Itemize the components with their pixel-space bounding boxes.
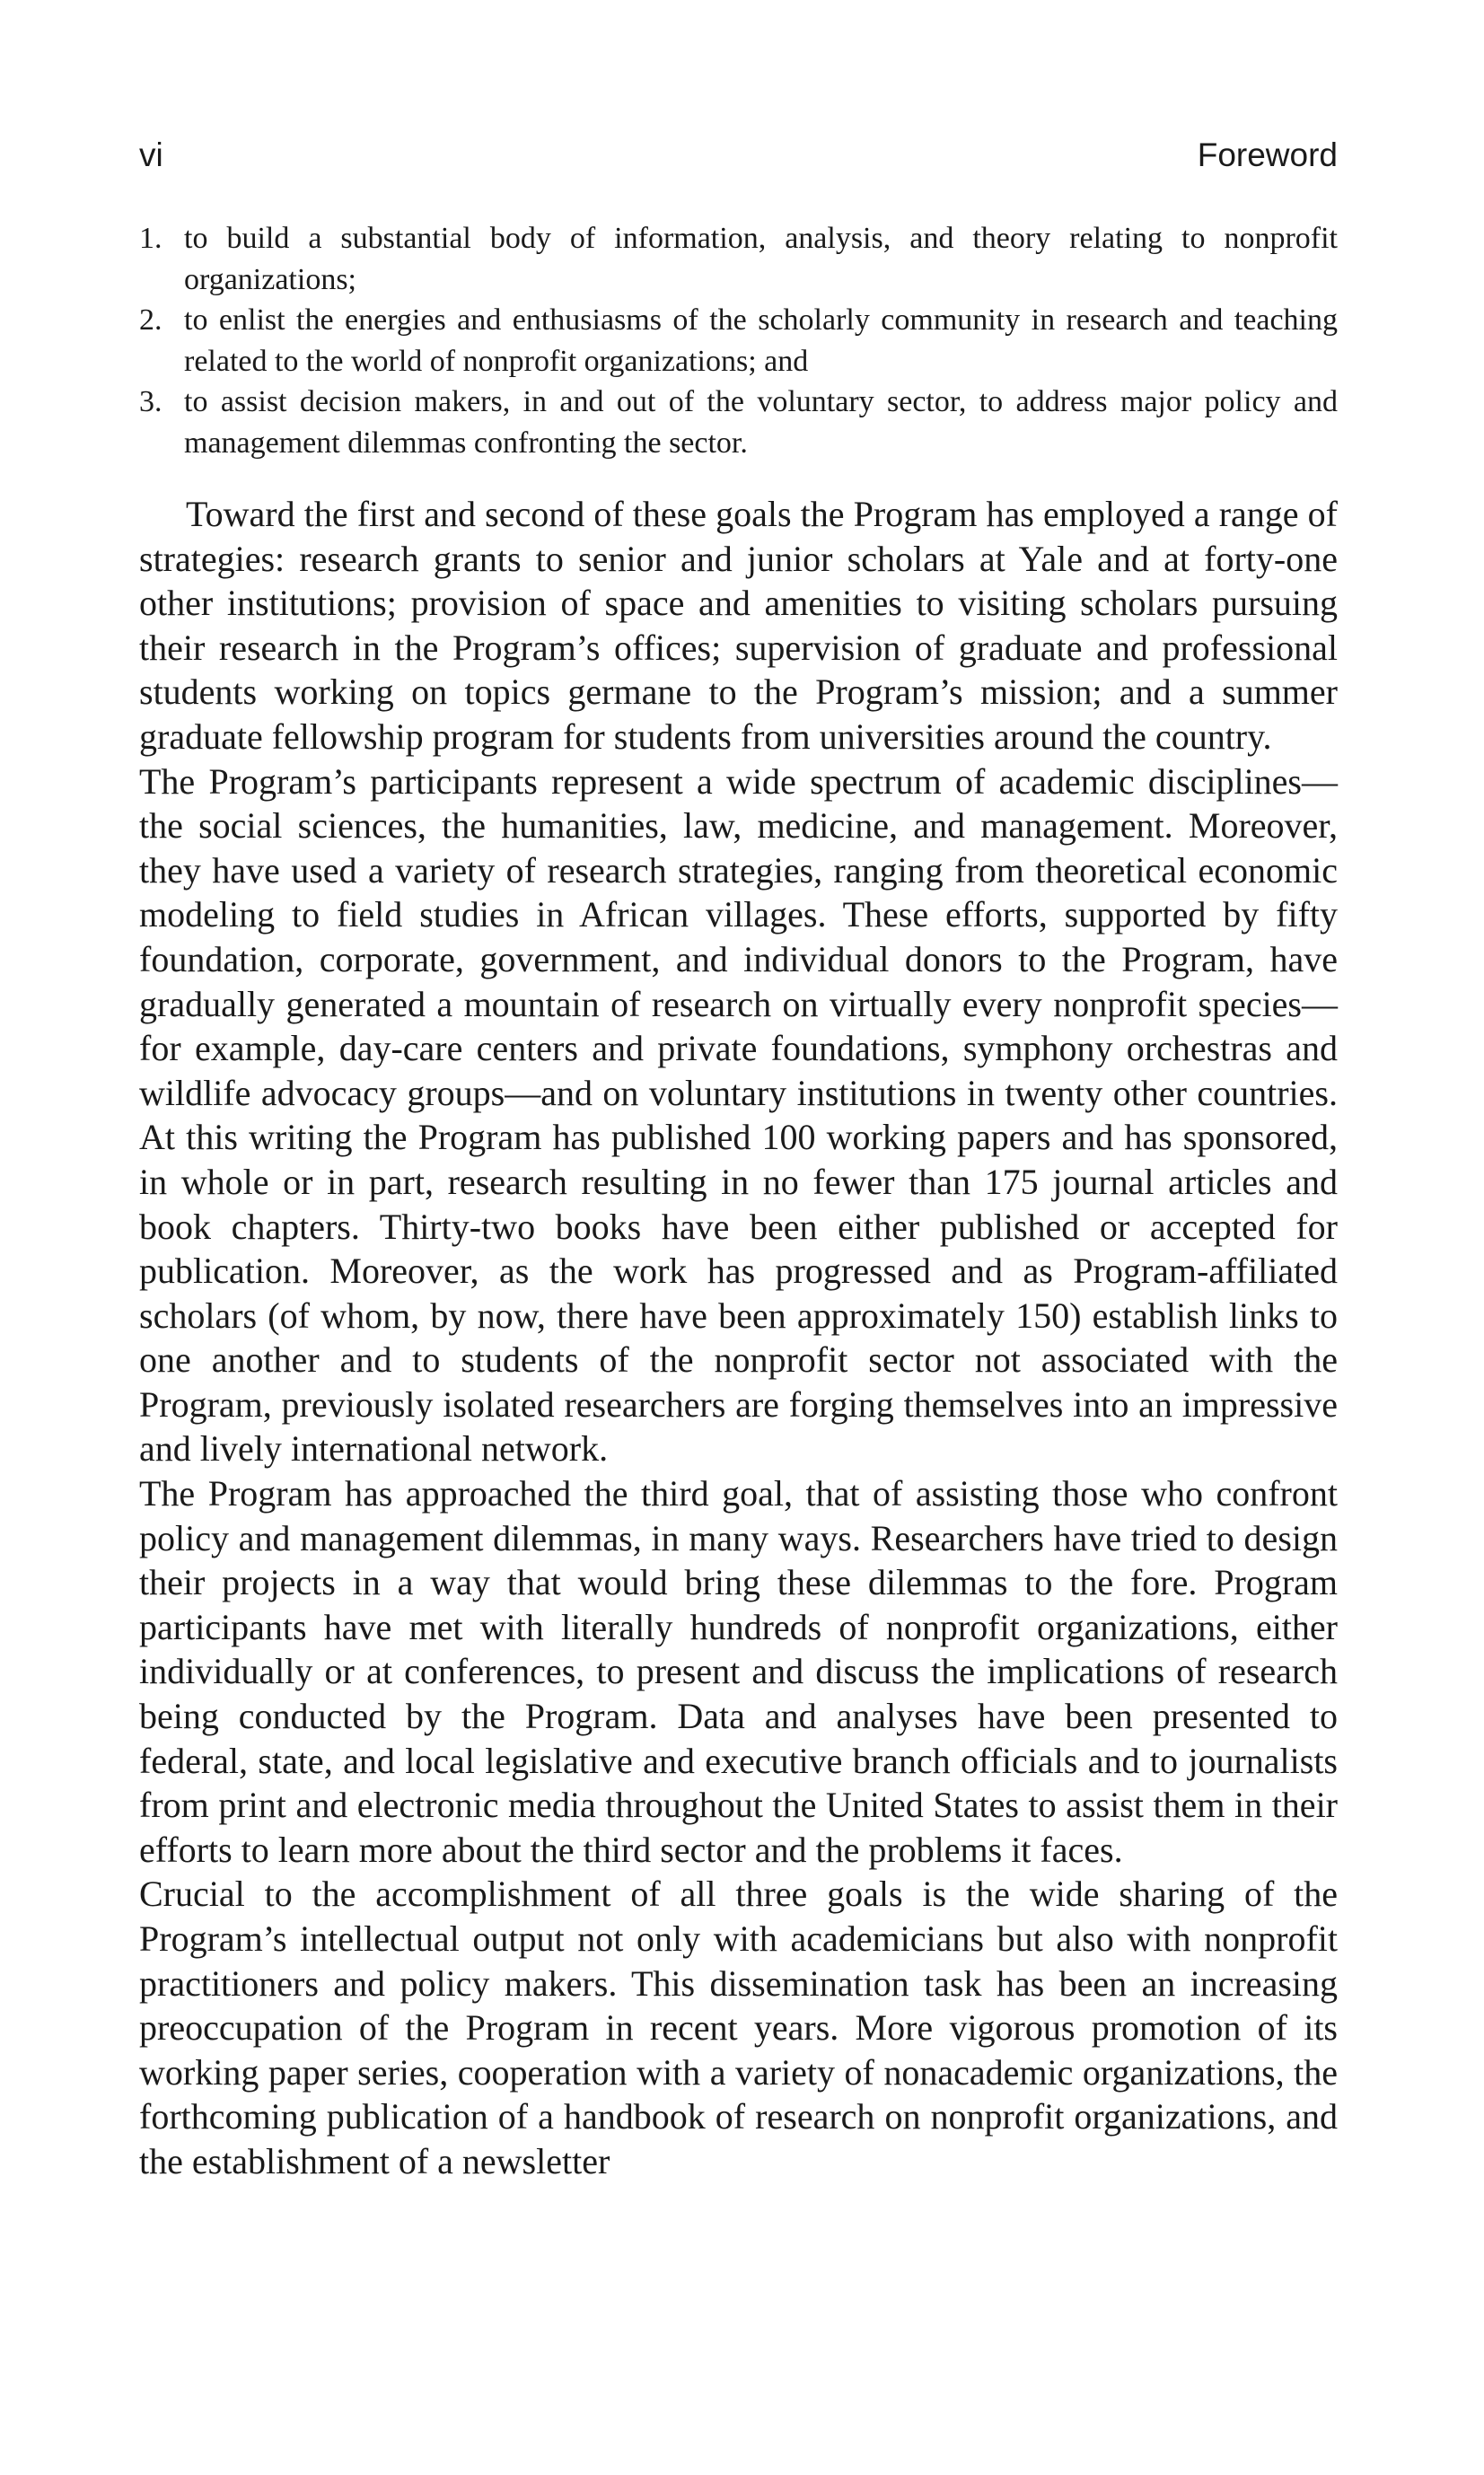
running-head: Foreword: [1197, 136, 1338, 173]
page-header: [139, 133, 1338, 178]
goal-item: [139, 300, 1338, 382]
program-goals-list: [139, 218, 1338, 463]
goal-item: [139, 382, 1338, 463]
paragraph: The Program has approached the third goal, that of assisting those who confront policy and management dilemmas, in many ways. Researchers have tried to design their projects in a way that would bring these dilemmas to the fore. Program participants have met with literally hundreds of nonprofit organizations, either individually or at conferences, to present and discuss the implications of research being conducted by the Program. Data and analyses have been presented to federal, state, and local legislative and executive branch officials and to journalists from print and electronic media throughout the United States to assist them in their efforts to learn more about the third sector and the problems it faces.: [139, 1473, 1338, 1870]
paragraph: Toward the first and second of these goals the Program has employed a range of strategies: research grants to senior and junior scholars at Yale and at forty-one other institutions; provision of space and amenities to visiting scholars pursuing their research in the Program’s offices; supervision of graduate and professional students working on topics germane to the Program’s mission; and a summer graduate fellowship program for students from universities around the country.: [139, 494, 1338, 757]
goal-item: [139, 218, 1338, 300]
goal-number: 2.: [139, 303, 162, 337]
paragraph: The Program’s participants represent a wide spectrum of academic disciplines—the social sciences, the humanities, law, medicine, and management. Moreover, they have used a variety of research strategies, ranging from theoretical economic modeling to field studies in African villages. These efforts, supported by fifty foundation, corporate, government, and individual donors to the Program, have gradually generated a mountain of research on virtually every nonprofit species—for example, day-care centers and private foundations, symphony orchestras and wildlife advocacy groups—and on voluntary institutions in twenty other countries. At this writing the Program has published 100 working papers and has sponsored, in whole or in part, research resulting in no fewer than 175 journal articles and book chapters. Thirty-two books have been either published or accepted for publication. Moreover, as the work has progressed and as Program-affiliated scholars (of whom, by now, there have been approximately 150) establish links to one another and to students of the nonprofit sector not associated with the Program, previously isolated researchers are forging themselves into an impressive and lively international network.: [139, 760, 1338, 1470]
goal-number: 3.: [139, 385, 162, 418]
book-page: [139, 0, 1338, 2475]
paragraph: Crucial to the accomplishment of all three goals is the wide sharing of the Program’s intellectual output not only with academicians but also with nonprofit practitioners and policy makers. This dissemination task has been an increasing preoccupation of the Program in recent years. More vigorous promotion of its working paper series, cooperation with a variety of nonacademic organizations, the forthcoming publication of a handbook of research on nonprofit organizations, and the establishment of a newsletter: [139, 1874, 1338, 2181]
goal-text: to enlist the energies and enthusiasms of the scholarly community in research and teaching related to the world of nonprofit organizations; and: [184, 303, 1338, 378]
goal-number: 1.: [139, 222, 162, 255]
goal-text: to assist decision makers, in and out of the voluntary sector, to address major policy and management dilemmas confronting the sector.: [184, 385, 1338, 460]
goal-text: to build a substantial body of information, analysis, and theory relating to nonprofit organizations;: [184, 222, 1338, 296]
body-text: [139, 492, 1338, 2184]
page-number: vi: [139, 136, 163, 173]
